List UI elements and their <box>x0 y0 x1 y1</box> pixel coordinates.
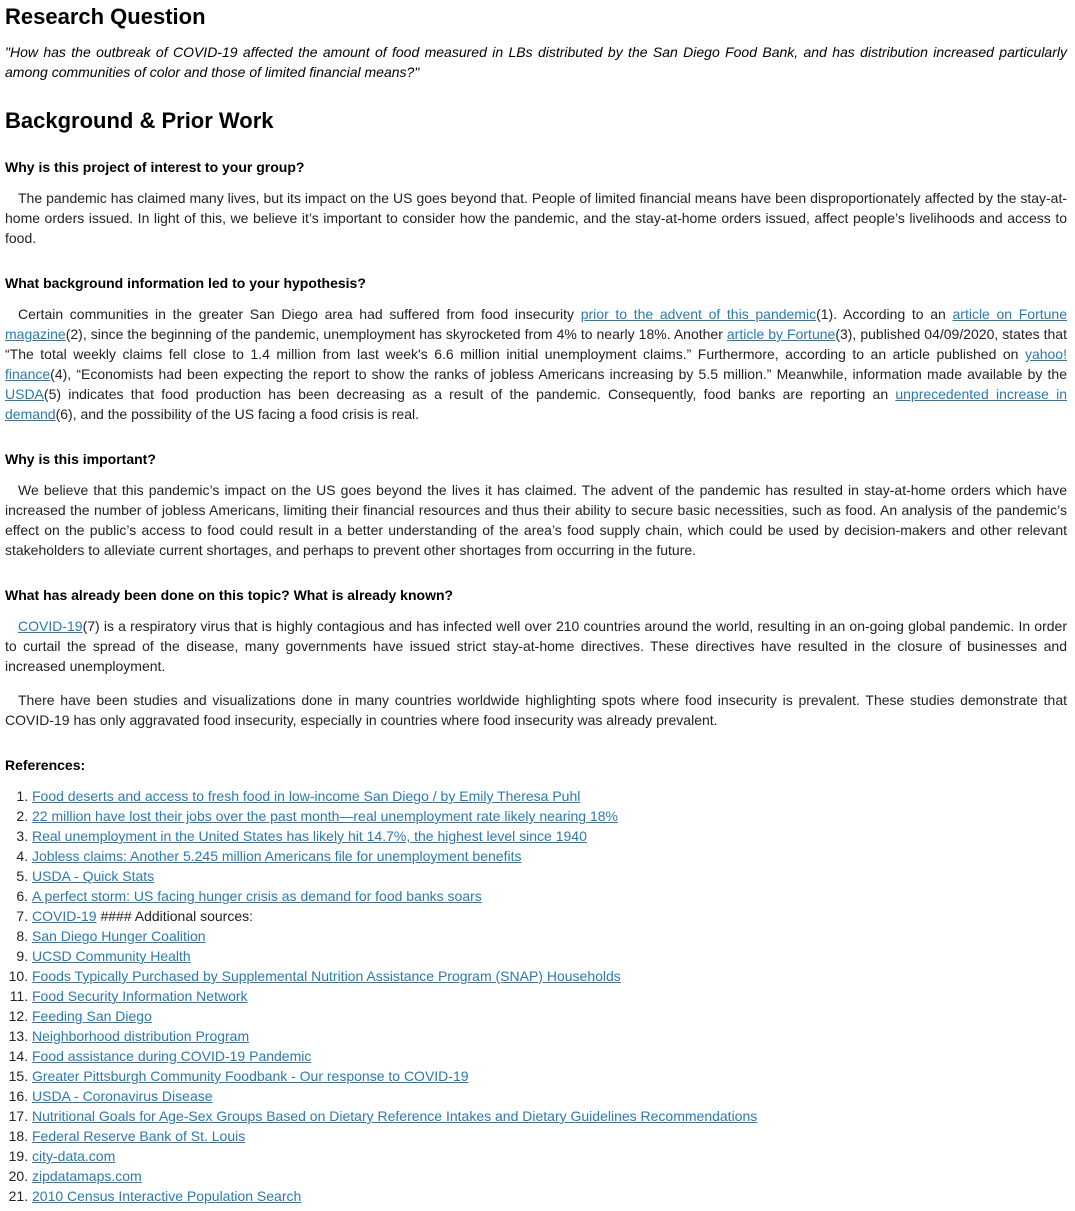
reference-item <box>32 1046 757 1066</box>
reference-link[interactable]: San Diego Hunger Coalition <box>32 928 206 944</box>
known-paragraph-2: There have been studies and visualizations done in many countries worldwide highlighting spots where food insecurity is prevalent. These studies demonstrate that COVID-19 has only aggravated food insecurity, especially in countries where food insecurity was already prevalent. <box>5 692 1067 728</box>
known-question: What has already been done on this topic? What is already known? <box>5 587 454 603</box>
reference-item <box>32 926 757 946</box>
reference-item <box>32 1066 757 1086</box>
importance-paragraph: We believe that this pandemic’s impact on the US goes beyond the lives it has claimed. The advent of the pandemic has resulted in stay-at-home orders which have increased the number of jobless Americans, limiting their financial resources and thus their ability to secure basic necessities, such as food. An analysis of the pandemic’s effect on the public’s access to food could result in a better understanding of the area’s food supply chain, which could be used by decision-makers and other relevant stakeholders to alleviate current shortages, and perhaps to prevent other shortages from occurring in the future. <box>5 482 1067 558</box>
hypothesis-text-1: Certain communities in the greater San Diego area had suffered from food insecurity <box>18 306 581 322</box>
reference-item <box>32 1106 757 1126</box>
references-list <box>0 786 757 1206</box>
link-fortune-magazine[interactable]: article on Fortune magazine <box>5 306 1068 342</box>
reference-item <box>32 1186 757 1206</box>
reference-link[interactable]: Foods Typically Purchased by Supplemental Nutrition Assistance Program (SNAP) Households <box>32 968 621 984</box>
known-paragraph-1 <box>5 616 1067 676</box>
hypothesis-question: What background information led to your hypothesis? <box>5 275 366 291</box>
link-unprecedented-demand[interactable]: unprecedented increase in demand <box>5 386 1067 422</box>
reference-item <box>32 1166 757 1186</box>
reference-link[interactable]: Feeding San Diego <box>32 1008 152 1024</box>
hypothesis-text-6: (5) indicates that food production has been decreasing as a result of the pandemic. Consequently, food banks are reporting an <box>43 386 896 402</box>
reference-link[interactable]: 22 million have lost their jobs over the past month—real unemployment rate likely nearing 18% <box>32 808 618 824</box>
reference-link[interactable]: Food deserts and access to fresh food in low-income San Diego / by Emily Theresa Puhl <box>32 788 581 804</box>
background-heading: Background & Prior Work <box>5 108 274 133</box>
reference-item <box>32 866 757 886</box>
hypothesis-text-5: (4), “Economists had been expecting the report to show the ranks of jobless Americans increasing by 5.5 million.” Meanwhile, information made available by the <box>50 366 1067 382</box>
reference-item <box>32 1026 757 1046</box>
reference-link[interactable]: Neighborhood distribution Program <box>32 1028 250 1044</box>
link-prior-pandemic[interactable]: prior to the advent of this pandemic <box>580 306 817 322</box>
link-article-fortune[interactable]: article by Fortune <box>726 326 836 342</box>
reference-link[interactable]: Real unemployment in the United States has likely hit 14.7%, the highest level since 1940 <box>32 828 587 844</box>
reference-item <box>32 1086 757 1106</box>
interest-paragraph: The pandemic has claimed many lives, but its impact on the US goes beyond that. People of limited financial means have been disproportionately affected by the stay-at-home orders issued. In light of this, we believe it’s important to consider how the pandemic, and the stay-at-home orders issued, affect people’s livelihoods and access to food. <box>5 190 1067 246</box>
hypothesis-text-2: (1). According to an <box>816 306 953 322</box>
reference-link[interactable]: COVID-19 <box>32 908 97 924</box>
reference-item <box>32 966 757 986</box>
reference-item <box>32 806 757 826</box>
additional-sources-label: #### Additional sources: <box>96 908 254 924</box>
reference-item <box>32 1146 757 1166</box>
reference-item <box>32 1006 757 1026</box>
reference-link[interactable]: USDA - Quick Stats <box>32 868 155 884</box>
link-yahoo-finance[interactable]: yahoo! finance <box>5 346 1067 382</box>
known-text-1: (7) is a respiratory virus that is highly contagious and has infected well over 210 countries around the world, resulting in an on-going global pandemic. In order to curtail the spread of the disease, many governments have issued strict stay-at-home directives. These directives have resulted in the closure of businesses and increased unemployment. <box>5 618 1067 674</box>
reference-item <box>32 886 757 906</box>
reference-link[interactable]: Greater Pittsburgh Community Foodbank - Our response to COVID-19 <box>32 1068 469 1084</box>
reference-item <box>32 846 757 866</box>
hypothesis-paragraph <box>5 304 1067 424</box>
importance-question: Why is this important? <box>5 451 156 467</box>
reference-link[interactable]: USDA - Coronavirus Disease <box>32 1088 213 1104</box>
reference-link[interactable]: Food Security Information Network <box>32 988 248 1004</box>
references-heading: References: <box>5 757 86 773</box>
reference-link[interactable]: UCSD Community Health <box>32 948 191 964</box>
reference-item <box>32 826 757 846</box>
interest-question: Why is this project of interest to your group? <box>5 159 305 175</box>
reference-link[interactable]: Federal Reserve Bank of St. Louis <box>32 1128 246 1144</box>
hypothesis-text-7: (6), and the possibility of the US facing a food crisis is real. <box>55 406 419 422</box>
reference-item <box>32 786 757 806</box>
reference-item <box>32 1126 757 1146</box>
reference-link[interactable]: Jobless claims: Another 5.245 million Americans file for unemployment benefits <box>32 848 522 864</box>
link-covid-19[interactable]: COVID-19 <box>18 618 83 634</box>
hypothesis-text-3: (2), since the beginning of the pandemic, unemployment has skyrocketed from 4% to nearly 18%. Another <box>65 326 727 342</box>
reference-link[interactable]: zipdatamaps.com <box>32 1168 142 1184</box>
research-question-text: "How has the outbreak of COVID-19 affected the amount of food measured in LBs distributed by the San Diego Food Bank, and has distribution increased particularly among communities of color and those of limited financial means?" <box>5 44 1067 80</box>
research-question-heading: Research Question <box>5 4 206 29</box>
reference-item <box>32 906 757 926</box>
reference-link[interactable]: city-data.com <box>32 1148 116 1164</box>
hypothesis-text-4: (3), published 04/09/2020, states that “The total weekly claims fell close to 1.4 million from last week's 6.6 million initial unemployment claims.” Furthermore, according to an article published on <box>5 326 1067 362</box>
reference-link[interactable]: 2010 Census Interactive Population Search <box>32 1188 302 1204</box>
reference-link[interactable]: Nutritional Goals for Age-Sex Groups Based on Dietary Reference Intakes and Dietary Guidelines Recommendations <box>32 1108 758 1124</box>
reference-link[interactable]: A perfect storm: US facing hunger crisis as demand for food banks soars <box>32 888 482 904</box>
reference-item <box>32 946 757 966</box>
reference-item <box>32 986 757 1006</box>
reference-link[interactable]: Food assistance during COVID-19 Pandemic <box>32 1048 312 1064</box>
link-usda[interactable]: USDA <box>5 386 44 402</box>
